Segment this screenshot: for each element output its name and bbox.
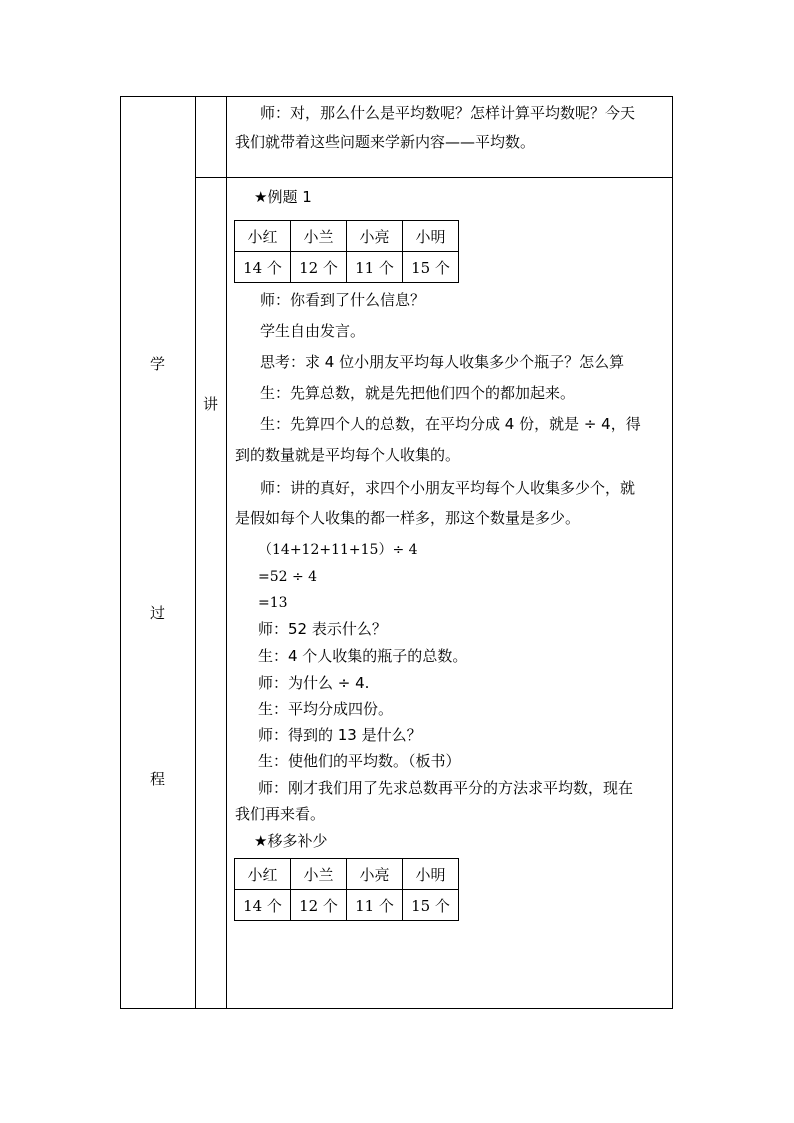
dialogue-line: 师：得到的 13 是什么？ bbox=[258, 726, 422, 744]
calculation-line: =52 ÷ 4 bbox=[258, 569, 318, 585]
dialogue-line: 师：为什么 ÷ 4. bbox=[258, 674, 370, 692]
side-label-guo: 过 bbox=[150, 604, 166, 622]
column-label-jiang: 讲 bbox=[203, 395, 219, 413]
table-value-cell: 14 个 bbox=[235, 890, 291, 921]
table-value-cell: 12 个 bbox=[291, 252, 347, 283]
table-value-cell: 15 个 bbox=[403, 890, 459, 921]
table-value-row bbox=[235, 890, 459, 921]
intro-line-1: 师：对，那么什么是平均数呢？怎样计算平均数呢？今天 bbox=[260, 104, 636, 122]
dialogue-line: 师：你看到了什么信息？ bbox=[260, 291, 426, 309]
calculation-line: （14+12+11+15）÷ 4 bbox=[258, 542, 418, 558]
table-header-row bbox=[235, 221, 459, 252]
table-value-cell: 12 个 bbox=[291, 890, 347, 921]
table-header-cell: 小兰 bbox=[291, 221, 347, 252]
table-header-cell: 小兰 bbox=[291, 859, 347, 890]
dialogue-line: 我们再来看。 bbox=[235, 805, 326, 823]
side-label-xue: 学 bbox=[150, 355, 166, 373]
dialogue-line: 师：52 表示什么？ bbox=[258, 620, 387, 638]
table-header-cell: 小明 bbox=[403, 221, 459, 252]
table-value-cell: 14 个 bbox=[235, 252, 291, 283]
row-divider bbox=[195, 177, 673, 178]
table-header-cell: 小红 bbox=[235, 859, 291, 890]
dialogue-line: 生：先算四个人的总数，在平均分成 4 份，就是 ÷ 4，得 bbox=[260, 415, 641, 433]
calculation-line: =13 bbox=[258, 595, 288, 611]
dialogue-line: 生：使他们的平均数。（板书） bbox=[258, 752, 461, 770]
table-value-cell: 15 个 bbox=[403, 252, 459, 283]
dialogue-line: 是假如每个人收集的都一样多，那这个数量是多少。 bbox=[235, 509, 581, 527]
column-divider-2 bbox=[226, 96, 227, 1009]
table-value-cell: 11 个 bbox=[347, 252, 403, 283]
table-value-cell: 11 个 bbox=[347, 890, 403, 921]
table-header-cell: 小明 bbox=[403, 859, 459, 890]
table-header-cell: 小亮 bbox=[347, 859, 403, 890]
table-header-cell: 小红 bbox=[235, 221, 291, 252]
dialogue-line: 生：平均分成四份。 bbox=[258, 700, 394, 718]
example-data-table bbox=[234, 220, 459, 283]
table-value-row bbox=[235, 252, 459, 283]
table-header-row bbox=[235, 859, 459, 890]
dialogue-line: 到的数量就是平均每个人收集的。 bbox=[235, 446, 461, 464]
dialogue-line: 生：先算总数，就是先把他们四个的都加起来。 bbox=[260, 384, 576, 402]
method-title: ★移多补少 bbox=[254, 832, 328, 850]
method-data-table bbox=[234, 858, 459, 921]
dialogue-line: 生：4 个人收集的瓶子的总数。 bbox=[258, 647, 468, 665]
dialogue-line: 师：刚才我们用了先求总数再平分的方法求平均数，现在 bbox=[258, 779, 634, 797]
dialogue-line: 思考：求 4 位小朋友平均每人收集多少个瓶子？怎么算 bbox=[260, 353, 625, 371]
dialogue-line: 师：讲的真好，求四个小朋友平均每个人收集多少个，就 bbox=[260, 479, 636, 497]
dialogue-line: 学生自由发言。 bbox=[260, 322, 366, 340]
table-header-cell: 小亮 bbox=[347, 221, 403, 252]
example-title: ★例题 1 bbox=[254, 188, 312, 206]
side-label-cheng: 程 bbox=[150, 770, 166, 788]
column-divider-1 bbox=[195, 96, 196, 1009]
intro-line-2: 我们就带着这些问题来学新内容——平均数。 bbox=[235, 133, 536, 151]
